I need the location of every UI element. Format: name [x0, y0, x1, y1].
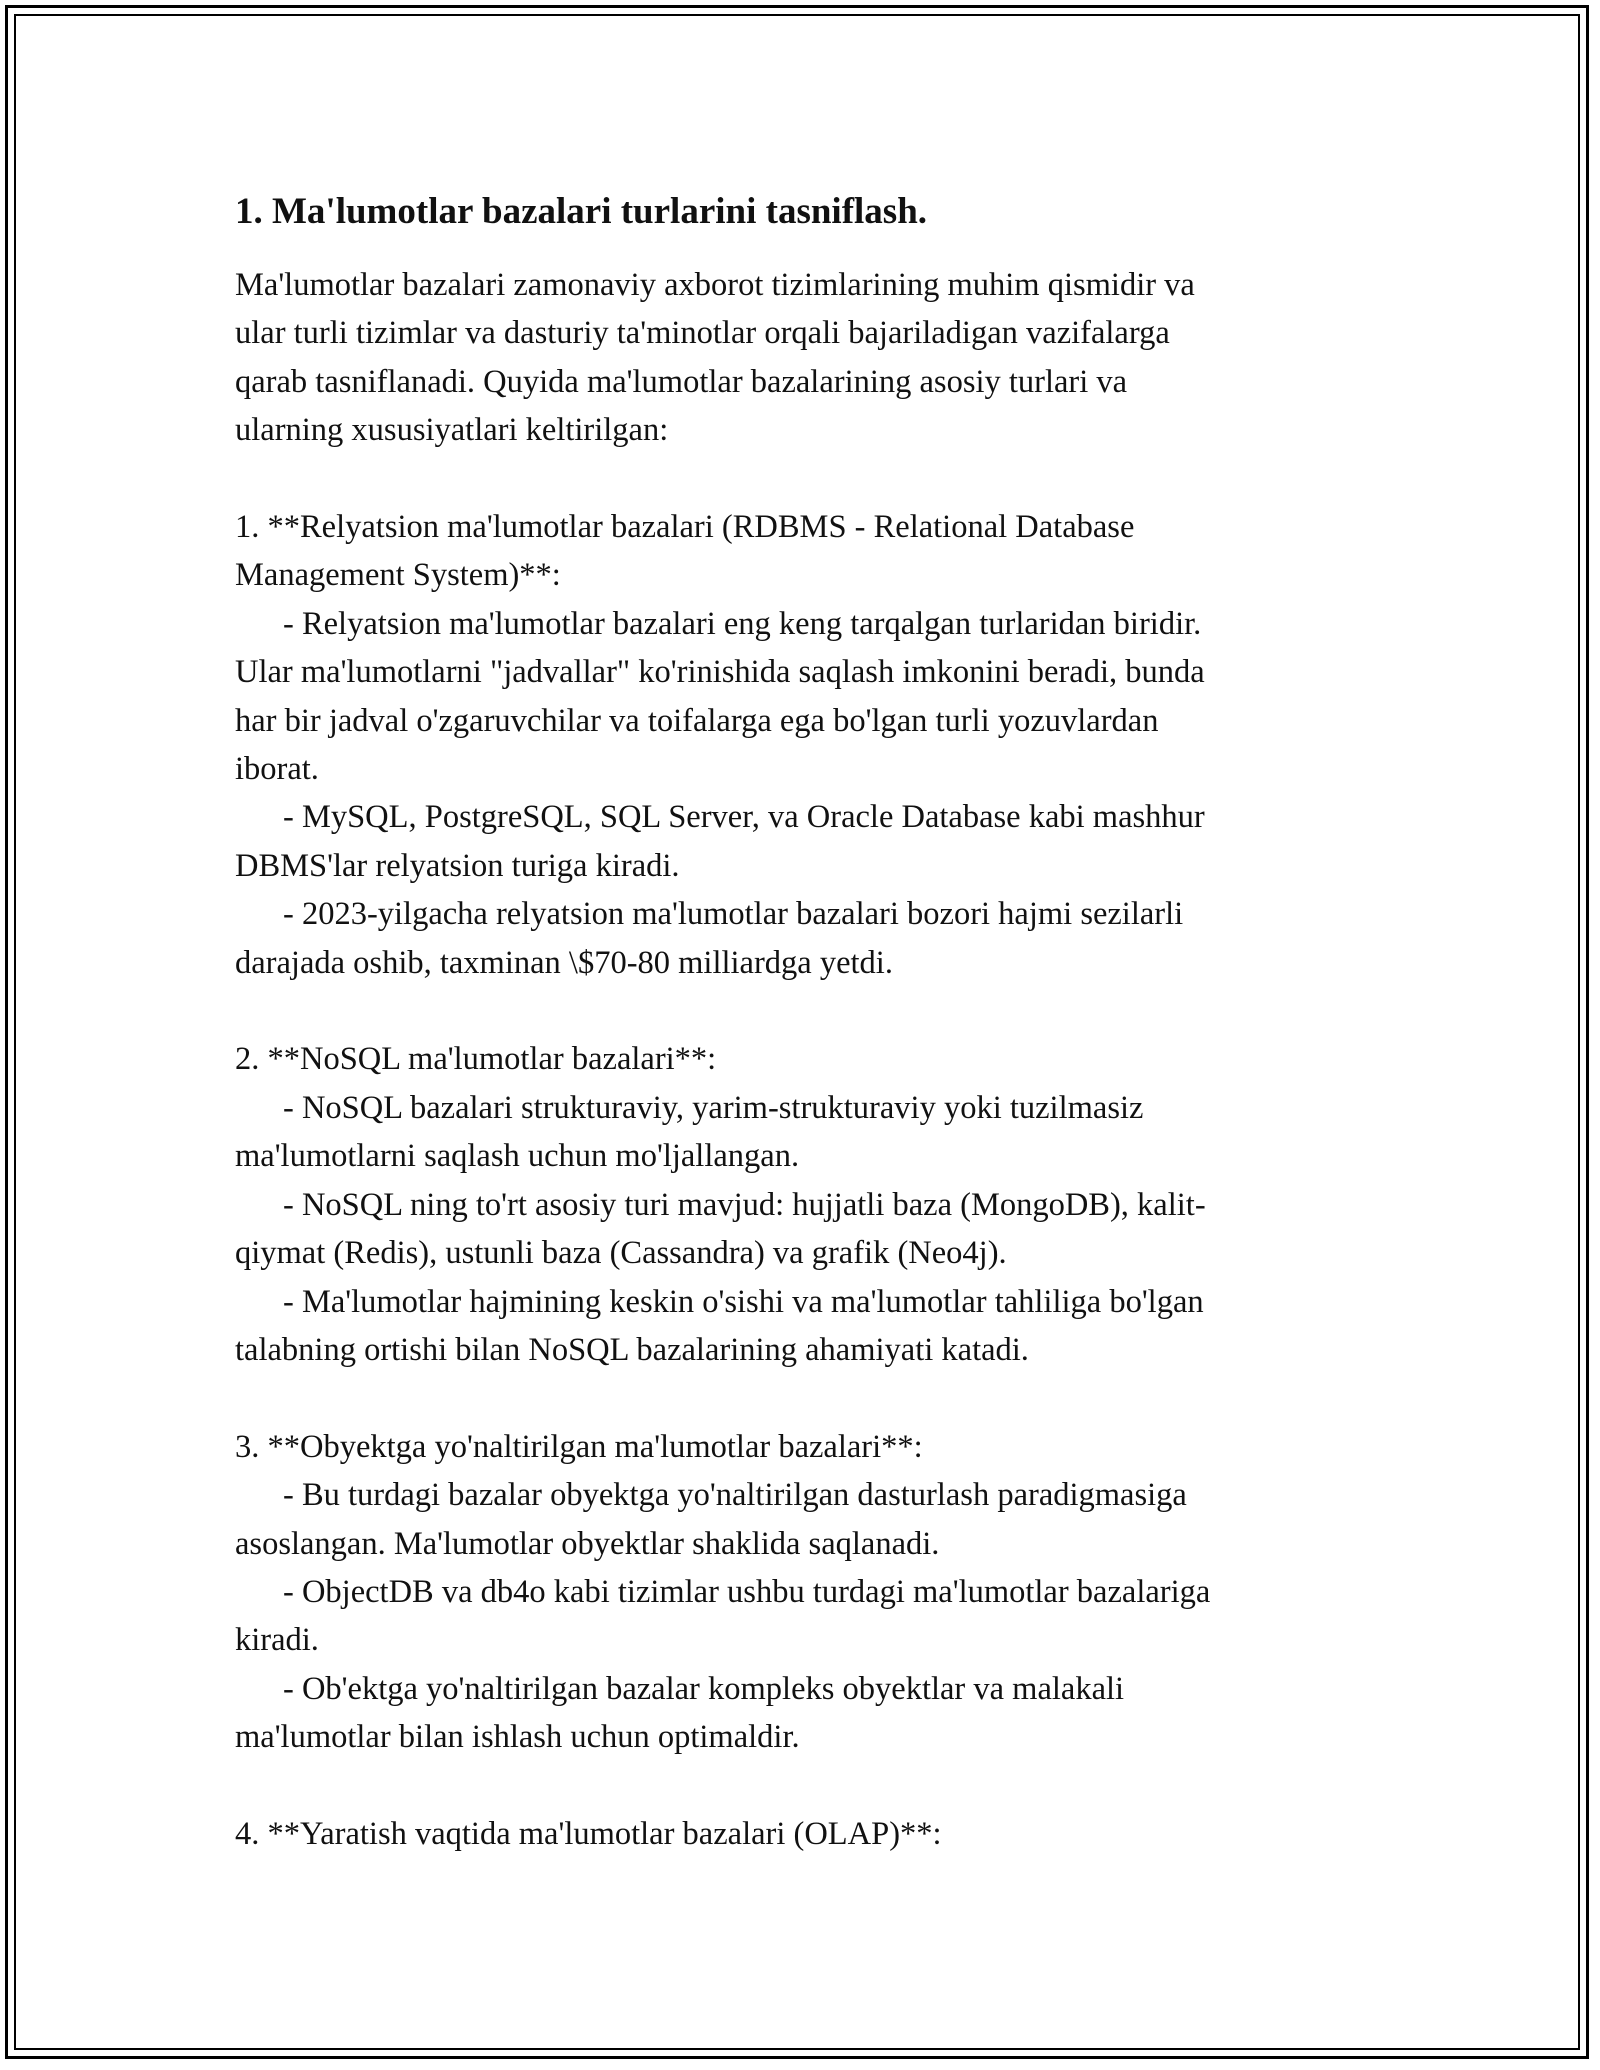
text-line: ma'lumotlarni saqlash uchun mo'ljallangan. — [235, 1138, 800, 1175]
bullet-line — [235, 890, 1355, 938]
text-line: ularning xususiyatlari keltirilgan: — [235, 412, 669, 449]
document-heading: 1. Ma'lumotlar bazalari turlarini tasniflash. — [235, 191, 928, 232]
bullet-line — [235, 1278, 1355, 1326]
text-line: kiradi. — [235, 1622, 319, 1659]
bullet-line — [235, 1568, 1355, 1616]
bullet-text: - Ob'ektga yo'naltirilgan bazalar kompleks obyektlar va malakali — [283, 1670, 1125, 1707]
bullet-line — [235, 1181, 1355, 1229]
bullet-text: - NoSQL ning to'rt asosiy turi mavjud: hujjatli baza (MongoDB), kalit- — [283, 1186, 1206, 1223]
section-olap — [235, 1810, 1355, 1858]
bullet-text: - ObjectDB va db4o kabi tizimlar ushbu turdagi ma'lumotlar bazalariga — [283, 1573, 1211, 1610]
blank-line — [235, 1762, 1355, 1810]
text-line: Ma'lumotlar bazalari zamonaviy axborot tizimlarining muhim qismidir va — [235, 267, 1195, 303]
text-line: DBMS'lar relyatsion turiga kiradi. — [235, 847, 680, 884]
text-line: Ular ma'lumotlarni "jadvallar" ko'rinishida saqlash imkonini beradi, bunda — [235, 654, 1205, 691]
section-title: 1. **Relyatsion ma'lumotlar bazalari (RDBMS - Relational Database — [235, 509, 1135, 546]
bullet-text: - MySQL, PostgreSQL, SQL Server, va Oracle Database kabi mashhur — [283, 799, 1205, 836]
section-title: 2. **NoSQL ma'lumotlar bazalari**: — [235, 1041, 717, 1078]
intro-paragraph — [235, 261, 1355, 455]
bullet-text: - Relyatsion ma'lumotlar bazalari eng keng tarqalgan turlaridan biridir. — [283, 605, 1202, 642]
blank-line — [235, 1374, 1355, 1422]
section-title: 4. **Yaratish vaqtida ma'lumotlar bazalari (OLAP)**: — [235, 1815, 942, 1852]
bullet-line — [235, 600, 1355, 648]
text-line: darajada oshib, taxminan \$70-80 milliardga yetdi. — [235, 944, 893, 981]
bullet-line — [235, 1665, 1355, 1713]
bullet-text: - Bu turdagi bazalar obyektga yo'naltirilgan dasturlash paradigmasiga — [283, 1477, 1187, 1514]
blank-line — [235, 987, 1355, 1035]
section-object-oriented — [235, 1423, 1355, 1762]
bullet-line — [235, 793, 1355, 841]
text-line: ma'lumotlar bilan ishlash uchun optimaldir. — [235, 1719, 800, 1756]
text-line: har bir jadval o'zgaruvchilar va toifalarga ega bo'lgan turli yozuvlardan — [235, 702, 1159, 739]
section-relational — [235, 503, 1355, 987]
section-title: 3. **Obyektga yo'naltirilgan ma'lumotlar bazalari**: — [235, 1428, 923, 1465]
text-line: qiymat (Redis), ustunli baza (Cassandra) va grafik (Neo4j). — [235, 1235, 1007, 1272]
text-line: ular turli tizimlar va dasturiy ta'minotlar orqali bajariladigan vazifalarga — [235, 315, 1170, 352]
bullet-line — [235, 1471, 1355, 1519]
text-line: iborat. — [235, 751, 319, 788]
text-line: talabning ortishi bilan NoSQL bazalarining ahamiyati katadi. — [235, 1331, 1029, 1368]
section-nosql — [235, 1035, 1355, 1374]
blank-line — [235, 455, 1355, 503]
document-body — [235, 188, 1355, 1858]
bullet-text: - 2023-yilgacha relyatsion ma'lumotlar bazalari bozori hajmi sezilarli — [283, 896, 1184, 933]
text-line: qarab tasniflanadi. Quyida ma'lumotlar bazalarining asosiy turlari va — [235, 363, 1128, 400]
text-line: asoslangan. Ma'lumotlar obyektlar shaklida saqlanadi. — [235, 1525, 940, 1562]
bullet-text: - Ma'lumotlar hajmining keskin o'sishi va ma'lumotlar tahliliga bo'lgan — [283, 1283, 1204, 1320]
text-line: Management System)**: — [235, 557, 561, 594]
bullet-text: - NoSQL bazalari strukturaviy, yarim-strukturaviy yoki tuzilmasiz — [283, 1089, 1144, 1126]
bullet-line — [235, 1084, 1355, 1132]
